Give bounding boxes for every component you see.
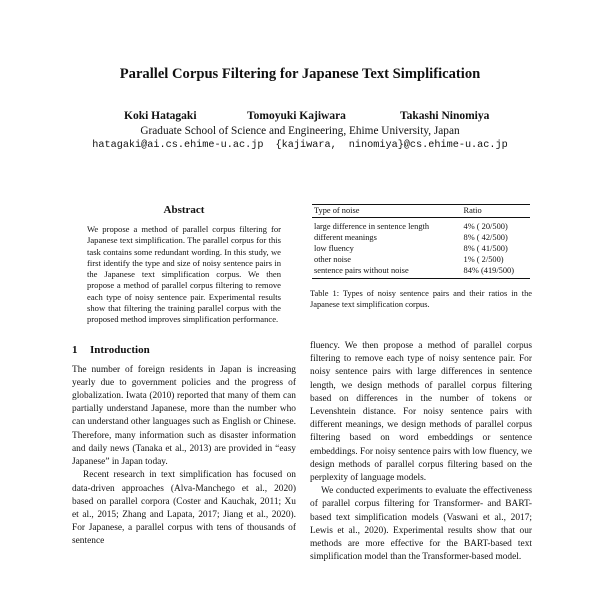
author-list: [0, 110, 600, 126]
body-paragraph: The number of foreign residents in Japan is increasing yearly due to government policies and the progress of globalization. Iwata (2010) reported that many of them can partially understand Japanese, more than the number who can understand other languages such as English or Chinese. Therefore, many information such as disaster information and daily news (Tanaka et al., 2013) are provided in “easy Japanese” in Japan today.: [72, 364, 296, 468]
left-column: [72, 204, 296, 549]
table-cell: 4% ( 20/500): [463, 222, 508, 231]
paper-title: Parallel Corpus Filtering for Japanese Text Simplification: [119, 66, 481, 82]
author-emails: hatagaki@ai.cs.ehime-u.ac.jp {kajiwara, ninomiya}@cs.ehime-u.ac.jp: [92, 140, 508, 151]
author-name: Takashi Ninomiya: [400, 110, 490, 122]
noise-type-table: [312, 204, 530, 279]
column-spacer: [310, 310, 532, 340]
table-row: [312, 254, 530, 265]
table-row: [312, 243, 530, 254]
table-row: [312, 218, 530, 233]
table-cell: low fluency: [314, 244, 354, 253]
table-header-cell: Type of noise: [312, 205, 462, 218]
table-header-cell: Ratio: [462, 205, 530, 218]
table-cell: 8% ( 42/500): [463, 233, 508, 242]
table-cell: different meanings: [314, 233, 377, 242]
body-paragraph: We conducted experiments to evaluate the effectiveness of parallel corpus filtering for Transformer- and BART-based text simplification models (Vaswani et al., 2017; Lewis et al., 2020). Experimental results show that our methods are more effective for the BART-based text simplification model than the Transformer-based model.: [310, 486, 532, 563]
table-header-row: [312, 205, 530, 218]
body-paragraph: Recent research in text simplification has focused on data-driven approaches (Alva-Manchego et al., 2020) based on parallel corpora (Coster and Kauchak, 2011; Xu et al., 2015; Zhang and Lapata, 2017; Jiang et al., 2020). For Japanese, a parallel corpus with tens of thousands of sentence: [72, 470, 296, 547]
table-cell: 84% (419/500): [462, 265, 530, 279]
author-name: Tomoyuki Kajiwara: [247, 110, 346, 122]
abstract-text: We propose a method of parallel corpus filtering for Japanese text simplification. The parallel corpus for this task contains some redundant wording. In this study, we first identify the type and size of noisy sentence pairs in the Japanese text simplification corpus. We then propose a method of parallel corpus filtering to remove each type of noisy sentence pair. Experimental results show that filtering the training parallel corpus with the proposed method improves simplification performance.: [87, 224, 281, 325]
table-cell: sentence pairs without noise: [312, 265, 462, 279]
table-cell: 1% ( 2/500): [463, 255, 504, 264]
table-cell: 8% ( 41/500): [463, 244, 508, 253]
table-cell: large difference in sentence length: [314, 222, 430, 231]
author-name: Koki Hatagaki: [124, 110, 197, 122]
section-number: 1: [72, 343, 78, 356]
table-row: [312, 265, 530, 279]
affiliation: Graduate School of Science and Engineering, Ehime University, Japan: [140, 125, 460, 137]
section-heading: [72, 344, 296, 356]
abstract-heading: Abstract: [163, 204, 205, 216]
table-row: [312, 232, 530, 243]
table-caption: Table 1: Types of noisy sentence pairs and their ratios in the Japanese text simplification corpus.: [310, 289, 532, 309]
table-cell: other noise: [314, 255, 351, 264]
body-paragraph: fluency. We then propose a method of parallel corpus filtering to remove each type of noisy sentence pair. For noisy sentence pairs with large differences in sentence length, we design methods of parallel corpus filtering based on differences in the number of tokens or Levenshtein distance. For noisy sentence pairs with different meanings, we design methods of parallel corpus filtering based on word embeddings or sentence embeddings. For noisy sentence pairs with low fluency, we design methods of parallel corpus filtering based on the perplexity of language models.: [310, 341, 532, 484]
right-column: [310, 204, 532, 564]
section-title: Introduction: [90, 343, 150, 356]
